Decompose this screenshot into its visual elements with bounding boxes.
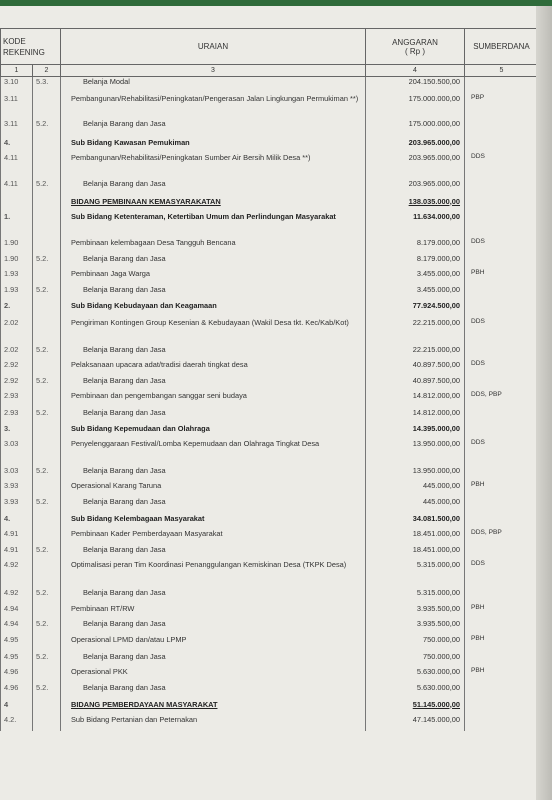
row-description: Sub Bidang Kelembagaan Masyarakat (61, 514, 366, 529)
table-row (1, 481, 539, 497)
row-amount: 138.035.000,00 (366, 197, 465, 212)
row-source: PBP (465, 94, 539, 119)
row-source: PBH (465, 269, 539, 285)
row-description: Belanja Barang dan Jasa (61, 588, 366, 604)
row-subcode: 5.2. (33, 619, 61, 635)
col-number: 3 (61, 65, 366, 77)
row-description: Pembinaan dan pengembangan sanggar seni budaya (61, 391, 366, 408)
row-source (465, 301, 539, 318)
row-subcode (33, 529, 61, 545)
row-description: BIDANG PEMBERDAYAAN MASYARAKAT (61, 700, 366, 715)
table-row (1, 254, 539, 269)
row-source (465, 497, 539, 514)
row-description: Belanja Barang dan Jasa (61, 408, 366, 424)
row-code: 4.94 (1, 619, 33, 635)
row-amount: 5.630.000,00 (366, 667, 465, 683)
row-subcode (33, 700, 61, 715)
row-source: DDS (465, 318, 539, 345)
table-row (1, 179, 539, 197)
row-source (465, 514, 539, 529)
row-code: 1.90 (1, 238, 33, 254)
row-amount: 175.000.000,00 (366, 94, 465, 119)
header-code: KODE REKENING (1, 29, 61, 65)
table-row (1, 376, 539, 391)
row-amount: 13.950.000,00 (366, 439, 465, 466)
row-description: Sub Bidang Kawasan Pemukiman (61, 138, 366, 153)
budget-table (0, 28, 539, 731)
row-code: 4.11 (1, 153, 33, 179)
row-source: DDS, PBP (465, 529, 539, 545)
row-description: Sub Bidang Kebudayaan dan Keagamaan (61, 301, 366, 318)
row-subcode: 5.2. (33, 588, 61, 604)
col-number: 1 (1, 65, 33, 77)
row-description: Optimalisasi peran Tim Koordinasi Penanggulangan Kemiskinan Desa (TKPK Desa) (61, 560, 366, 588)
row-amount: 204.150.500,00 (366, 77, 465, 94)
row-description: Pengiriman Kontingen Group Kesenian & Kebudayaan (Wakil Desa tkt. Kec/Kab/Kot) (61, 318, 366, 345)
row-subcode: 5.2. (33, 408, 61, 424)
row-amount: 51.145.000,00 (366, 700, 465, 715)
row-amount: 3.935.500,00 (366, 604, 465, 619)
row-source (465, 545, 539, 560)
row-source (465, 197, 539, 212)
row-code: 1.90 (1, 254, 33, 269)
row-amount: 175.000.000,00 (366, 119, 465, 138)
row-amount: 18.451.000,00 (366, 545, 465, 560)
row-code: 3.93 (1, 497, 33, 514)
col-number: 4 (366, 65, 465, 77)
row-amount: 8.179.000,00 (366, 254, 465, 269)
row-code: 4. (1, 138, 33, 153)
table-row (1, 391, 539, 408)
row-description: Sub Bidang Kepemudaan dan Olahraga (61, 424, 366, 439)
row-description: Operasional PKK (61, 667, 366, 683)
row-amount: 3.455.000,00 (366, 285, 465, 301)
row-description: Belanja Barang dan Jasa (61, 345, 366, 360)
row-subcode: 5.2. (33, 466, 61, 481)
row-code: 4.95 (1, 652, 33, 667)
row-description: Belanja Barang dan Jasa (61, 119, 366, 138)
row-code: 2.02 (1, 318, 33, 345)
table-row (1, 466, 539, 481)
row-amount: 8.179.000,00 (366, 238, 465, 254)
row-source (465, 466, 539, 481)
row-amount: 47.145.000,00 (366, 715, 465, 731)
row-subcode: 5.2. (33, 497, 61, 514)
table-row (1, 238, 539, 254)
col-number: 2 (33, 65, 61, 77)
row-subcode: 5.2. (33, 119, 61, 138)
header-anggaran-label: ANGGARAN (392, 37, 438, 47)
table-row (1, 497, 539, 514)
table-row (1, 667, 539, 683)
table-row (1, 153, 539, 179)
row-code: 4. (1, 514, 33, 529)
row-code: 1.93 (1, 285, 33, 301)
table-row (1, 424, 539, 439)
row-code: 4.2. (1, 715, 33, 731)
row-source: PBH (465, 635, 539, 652)
row-source (465, 619, 539, 635)
table-row (1, 588, 539, 604)
row-description: Belanja Barang dan Jasa (61, 497, 366, 514)
row-source (465, 683, 539, 700)
row-subcode (33, 560, 61, 588)
row-source: DDS (465, 153, 539, 179)
header-uraian: URAIAN (61, 29, 366, 65)
row-subcode (33, 153, 61, 179)
row-description: Sub Bidang Ketenteraman, Ketertiban Umum dan Perlindungan Masyarakat (61, 212, 366, 238)
table-row (1, 439, 539, 466)
row-subcode: 5.2. (33, 683, 61, 700)
row-code: 2.92 (1, 376, 33, 391)
row-amount: 203.965.000,00 (366, 179, 465, 197)
table-row (1, 700, 539, 715)
row-code: 4.91 (1, 529, 33, 545)
header-anggaran (366, 29, 465, 65)
row-code: 2.92 (1, 360, 33, 376)
row-code: 3.03 (1, 439, 33, 466)
row-description: Belanja Barang dan Jasa (61, 466, 366, 481)
row-subcode (33, 94, 61, 119)
row-code: 2.93 (1, 408, 33, 424)
row-subcode (33, 514, 61, 529)
row-subcode (33, 138, 61, 153)
row-code: 3.93 (1, 481, 33, 497)
row-source (465, 285, 539, 301)
row-source (465, 254, 539, 269)
row-subcode (33, 391, 61, 408)
page-fold-shadow (536, 6, 552, 800)
row-amount: 40.897.500,00 (366, 376, 465, 391)
row-source: PBH (465, 481, 539, 497)
row-source (465, 424, 539, 439)
row-subcode (33, 360, 61, 376)
row-amount: 203.965.000,00 (366, 138, 465, 153)
table-row (1, 360, 539, 376)
row-code: 4.11 (1, 179, 33, 197)
row-description: Pembinaan RT/RW (61, 604, 366, 619)
row-source (465, 588, 539, 604)
row-subcode: 5.2. (33, 545, 61, 560)
row-code: 2.02 (1, 345, 33, 360)
row-description: Pembinaan Kader Pemberdayaan Masyarakat (61, 529, 366, 545)
row-amount: 14.395.000,00 (366, 424, 465, 439)
row-description: Belanja Barang dan Jasa (61, 376, 366, 391)
table-row (1, 635, 539, 652)
row-subcode (33, 481, 61, 497)
table-row (1, 345, 539, 360)
row-source (465, 376, 539, 391)
row-code: 3.11 (1, 119, 33, 138)
table-row (1, 301, 539, 318)
row-amount: 3.455.000,00 (366, 269, 465, 285)
row-code: 4.92 (1, 588, 33, 604)
row-code: 1.93 (1, 269, 33, 285)
table-row (1, 529, 539, 545)
row-source: DDS, PBP (465, 391, 539, 408)
row-code: 3. (1, 424, 33, 439)
row-code (1, 197, 33, 212)
row-subcode (33, 318, 61, 345)
row-description: Belanja Barang dan Jasa (61, 254, 366, 269)
table-row (1, 318, 539, 345)
row-source (465, 652, 539, 667)
row-code: 4 (1, 700, 33, 715)
row-amount: 40.897.500,00 (366, 360, 465, 376)
row-amount: 750.000,00 (366, 652, 465, 667)
row-code: 2.93 (1, 391, 33, 408)
row-source (465, 179, 539, 197)
table-row (1, 408, 539, 424)
row-subcode: 5.2. (33, 345, 61, 360)
row-amount: 22.215.000,00 (366, 345, 465, 360)
row-amount: 14.812.000,00 (366, 391, 465, 408)
row-source: DDS (465, 360, 539, 376)
row-subcode (33, 238, 61, 254)
row-description: Penyelenggaraan Festival/Lomba Kepemudaan dan Olahraga Tingkat Desa (61, 439, 366, 466)
row-subcode (33, 424, 61, 439)
row-subcode (33, 715, 61, 731)
row-source (465, 345, 539, 360)
row-subcode: 5.2. (33, 254, 61, 269)
row-subcode: 5.3. (33, 77, 61, 94)
row-amount: 77.924.500,00 (366, 301, 465, 318)
row-description: Operasional LPMD dan/atau LPMP (61, 635, 366, 652)
row-amount: 14.812.000,00 (366, 408, 465, 424)
row-subcode (33, 604, 61, 619)
row-amount: 203.965.000,00 (366, 153, 465, 179)
row-source (465, 212, 539, 238)
row-description: Belanja Barang dan Jasa (61, 683, 366, 700)
table-row (1, 619, 539, 635)
table-row (1, 212, 539, 238)
row-subcode (33, 269, 61, 285)
row-code: 4.92 (1, 560, 33, 588)
table-row (1, 652, 539, 667)
document-page (0, 6, 552, 800)
row-description: Pelaksanaan upacara adat/tradisi daerah tingkat desa (61, 360, 366, 376)
table-row (1, 119, 539, 138)
table-row (1, 683, 539, 700)
row-code: 2. (1, 301, 33, 318)
row-amount: 445.000,00 (366, 481, 465, 497)
row-code: 3.11 (1, 94, 33, 119)
row-source (465, 77, 539, 94)
row-description: Operasional Karang Taruna (61, 481, 366, 497)
table-body (1, 77, 539, 731)
row-amount: 34.081.500,00 (366, 514, 465, 529)
row-source (465, 408, 539, 424)
row-subcode (33, 635, 61, 652)
row-subcode: 5.2. (33, 179, 61, 197)
row-description: Belanja Barang dan Jasa (61, 619, 366, 635)
row-amount: 18.451.000,00 (366, 529, 465, 545)
row-code: 3.03 (1, 466, 33, 481)
header-anggaran-unit: ( Rp ) (405, 46, 425, 56)
table-row (1, 269, 539, 285)
table-row (1, 138, 539, 153)
row-source: PBH (465, 667, 539, 683)
table-row (1, 715, 539, 731)
row-amount: 13.950.000,00 (366, 466, 465, 481)
row-subcode: 5.2. (33, 376, 61, 391)
row-subcode (33, 301, 61, 318)
row-code: 4.94 (1, 604, 33, 619)
row-amount: 11.634.000,00 (366, 212, 465, 238)
row-amount: 445.000,00 (366, 497, 465, 514)
row-source (465, 138, 539, 153)
row-description: Belanja Modal (61, 77, 366, 94)
row-description: Pembinaan kelembagaan Desa Tangguh Bencana (61, 238, 366, 254)
table-header (1, 29, 539, 77)
row-source: DDS (465, 560, 539, 588)
row-description: Belanja Barang dan Jasa (61, 179, 366, 197)
row-description: Pembangunan/Rehabilitasi/Peningkatan Sumber Air Bersih Milik Desa **) (61, 153, 366, 179)
row-subcode (33, 212, 61, 238)
row-code: 1. (1, 212, 33, 238)
row-source: PBH (465, 604, 539, 619)
row-subcode: 5.2. (33, 652, 61, 667)
row-subcode: 5.2. (33, 285, 61, 301)
table-row (1, 77, 539, 94)
row-source (465, 119, 539, 138)
col-number: 5 (465, 65, 539, 77)
row-source: DDS (465, 439, 539, 466)
row-source (465, 715, 539, 731)
row-code: 4.95 (1, 635, 33, 652)
row-subcode (33, 667, 61, 683)
row-code: 3.10 (1, 77, 33, 94)
row-description: Belanja Barang dan Jasa (61, 545, 366, 560)
table-row (1, 545, 539, 560)
table-row (1, 94, 539, 119)
row-description: Pembangunan/Rehabilitasi/Peningkatan/Pengerasan Jalan Lingkungan Permukiman **) (61, 94, 366, 119)
row-amount: 5.315.000,00 (366, 588, 465, 604)
row-amount: 750.000,00 (366, 635, 465, 652)
row-description: Belanja Barang dan Jasa (61, 652, 366, 667)
row-code: 4.91 (1, 545, 33, 560)
row-description: Belanja Barang dan Jasa (61, 285, 366, 301)
row-description: BIDANG PEMBINAAN KEMASYARAKATAN (61, 197, 366, 212)
row-description: Pembinaan Jaga Warga (61, 269, 366, 285)
row-code: 4.96 (1, 667, 33, 683)
row-amount: 22.215.000,00 (366, 318, 465, 345)
row-subcode (33, 197, 61, 212)
table-row (1, 285, 539, 301)
row-description: Sub Bidang Pertanian dan Peternakan (61, 715, 366, 731)
row-amount: 3.935.500,00 (366, 619, 465, 635)
row-amount: 5.630.000,00 (366, 683, 465, 700)
table-row (1, 560, 539, 588)
row-amount: 5.315.000,00 (366, 560, 465, 588)
table-row (1, 197, 539, 212)
row-source: DDS (465, 238, 539, 254)
table-row (1, 604, 539, 619)
row-source (465, 700, 539, 715)
header-sumberdana: SUMBERDANA (465, 29, 539, 65)
table-row (1, 514, 539, 529)
row-subcode (33, 439, 61, 466)
row-code: 4.96 (1, 683, 33, 700)
